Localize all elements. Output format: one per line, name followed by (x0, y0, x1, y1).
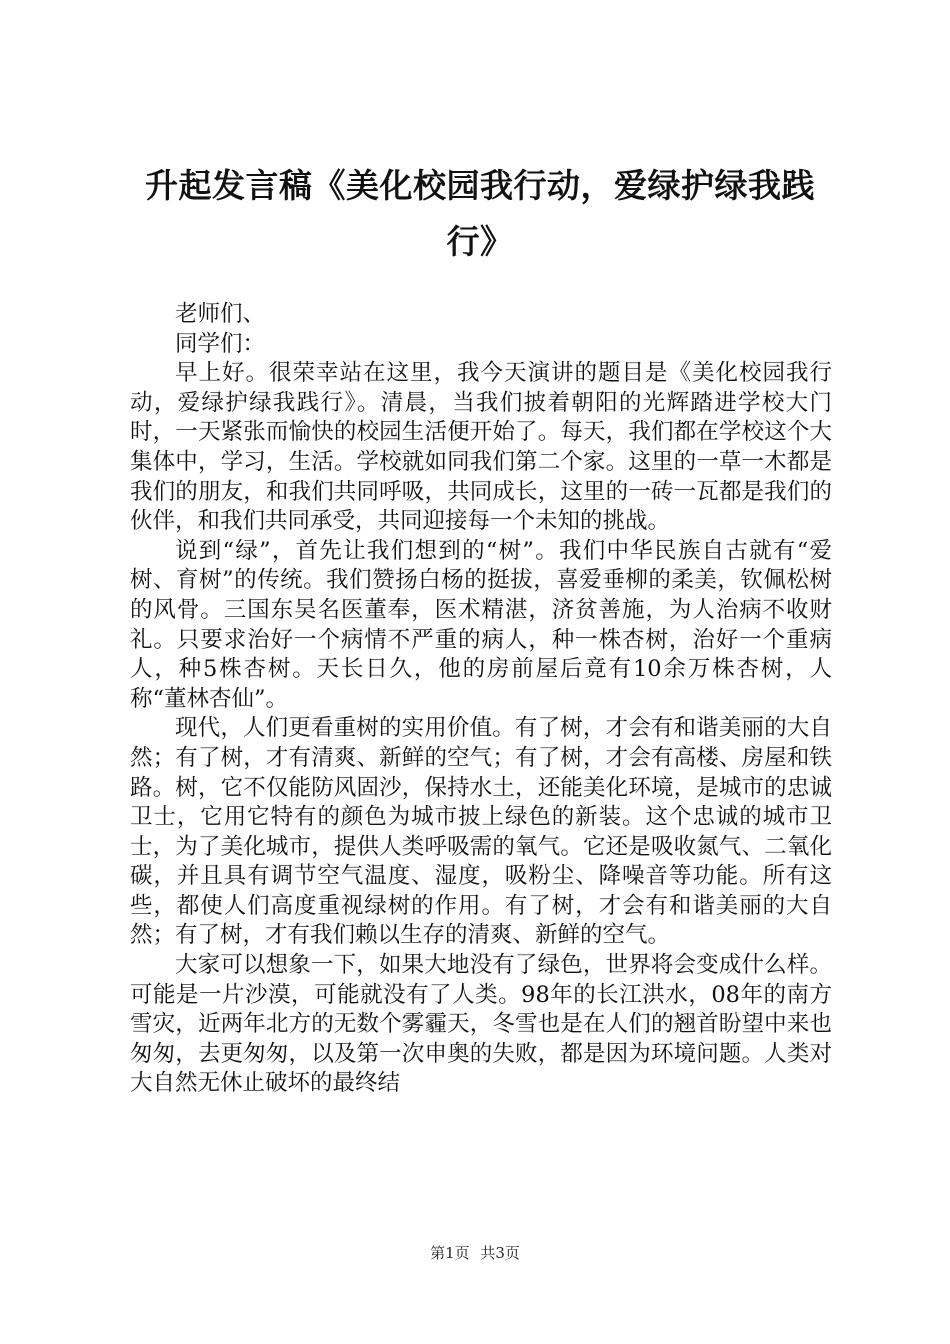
document-body (130, 300, 832, 1099)
paragraph-4: 大家可以想象一下，如果大地没有了绿色，世界将会变成什么样。可能是一片沙漠，可能就没有了人类。98年的长江洪水，08年的南方雪灾，近两年北方的无数个雾霾天，冬雪也是在人们的翘首盼望中来也匆匆，去更匆匆，以及第一次申奥的失败，都是因为环境问题。人类对大自然无休止破坏的最终结 (130, 952, 832, 1097)
paragraph-3: 现代，人们更看重树的实用价值。有了树，才会有和谐美丽的大自然；有了树，才有清爽、新鲜的空气；有了树，才会有高楼、房屋和铁路。树，它不仅能防风固沙，保持水土，还能美化环境，是城市的忠诚卫士，它用它特有的颜色为城市披上绿色的新装。这个忠诚的城市卫士，为了美化城市，提供人类呼吸需的氧气。它还是吸收氮气、二氧化碳，并且具有调节空气温度、湿度，吸粉尘、降噪音等功能。所有这些，都使人们高度重视绿树的作用。有了树，才会有和谐美丽的大自然；有了树，才有我们赖以生存的清爽、新鲜的空气。 (130, 715, 832, 949)
paragraph-2: 说到“绿”，首先让我们想到的“树”。我们中华民族自古就有“爱树、育树”的传统。我们赞扬白杨的挺拔，喜爱垂柳的柔美，钦佩松树的风骨。三国东吴名医董奉，医术精湛，济贫善施，为人治病不收财礼。只要求治好一个病情不严重的病人，种一株杏树，治好一个重病人，种5株杏树。天长日久，他的房前屋后竟有10余万株杏树，人称“董林杏仙”。 (130, 537, 832, 712)
salutation-students: 同学们： (175, 330, 266, 357)
salutation-teachers: 老师们、 (175, 301, 266, 327)
page-number: 第1页 (430, 1244, 470, 1262)
paragraph-1: 早上好。很荣幸站在这里，我今天演讲的题目是《美化校园我行动，爱绿护绿我践行》。清晨，当我们披着朝阳的光辉踏进学校大门时，一天紧张而愉快的校园生活便开始了。每天，我们都在学校这个大集体中，学习，生活。学校就如同我们第二个家。这里的一草一木都是我们的朋友，和我们共同呼吸，共同成长，这里的一砖一瓦都是我们的伙伴，和我们共同承受，共同迎接每一个未知的挑战。 (130, 360, 832, 535)
page-footer (0, 1243, 950, 1263)
document-title: 升起发言稿《美化校园我行动，爱绿护绿我践行》 (145, 166, 815, 261)
page-total: 共3页 (480, 1244, 520, 1262)
